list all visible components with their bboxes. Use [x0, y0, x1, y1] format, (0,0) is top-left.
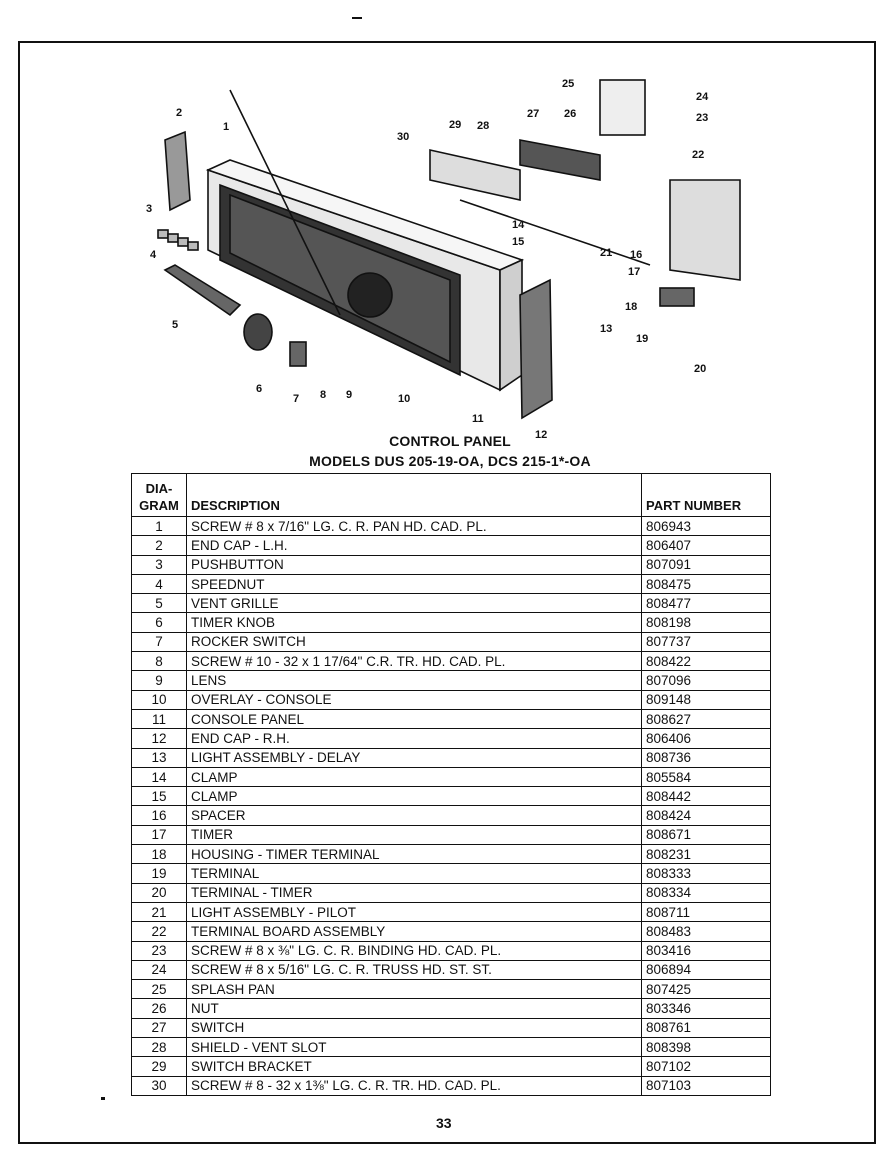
- diagram-number-cell: 12: [132, 729, 187, 748]
- callout-4: 4: [150, 249, 157, 261]
- table-row: [132, 787, 771, 806]
- part-number-cell: 806894: [642, 960, 771, 979]
- models-subtitle: MODELS DUS 205-19-OA, DCS 215-1*-OA: [309, 453, 591, 469]
- description-cell: TERMINAL - TIMER: [187, 883, 642, 902]
- exploded-parts-diagram: [130, 70, 770, 445]
- part-number-cell: 808198: [642, 613, 771, 632]
- callout-7: 7: [293, 393, 300, 405]
- description-cell: CLAMP: [187, 787, 642, 806]
- callout-29: 29: [449, 119, 462, 131]
- diagram-number-cell: 15: [132, 787, 187, 806]
- description-cell: SPACER: [187, 806, 642, 825]
- page-number: 33: [436, 1115, 452, 1131]
- part-number-cell: 807425: [642, 980, 771, 999]
- part-number-cell: 807737: [642, 632, 771, 651]
- part-number-cell: 808627: [642, 709, 771, 728]
- table-row: [132, 748, 771, 767]
- part-number-cell: 808424: [642, 806, 771, 825]
- table-row: [132, 574, 771, 593]
- description-cell: CONSOLE PANEL: [187, 709, 642, 728]
- callout-28: 28: [477, 120, 490, 132]
- table-row: [132, 613, 771, 632]
- callout-9: 9: [346, 389, 353, 401]
- callout-15: 15: [512, 236, 525, 248]
- description-cell: TIMER: [187, 825, 642, 844]
- table-row: [132, 536, 771, 555]
- callout-26: 26: [564, 108, 577, 120]
- table-row: [132, 922, 771, 941]
- diagram-number-cell: 18: [132, 845, 187, 864]
- table-row: [132, 845, 771, 864]
- part-number-cell: 808477: [642, 594, 771, 613]
- description-cell: HOUSING - TIMER TERMINAL: [187, 845, 642, 864]
- pushbutton-group: [158, 230, 198, 250]
- end-cap-rh-shape: [520, 280, 552, 418]
- diagram-number-cell: 8: [132, 652, 187, 671]
- table-row: [132, 517, 771, 536]
- part-number-cell: 808334: [642, 883, 771, 902]
- callout-20: 20: [694, 363, 707, 375]
- table-row: [132, 1038, 771, 1057]
- diagram-number-cell: 28: [132, 1038, 187, 1057]
- table-row: [132, 1018, 771, 1037]
- diagram-number-cell: 13: [132, 748, 187, 767]
- diagram-number-cell: 5: [132, 594, 187, 613]
- part-number-cell: 808398: [642, 1038, 771, 1057]
- part-number-cell: 808475: [642, 574, 771, 593]
- description-cell: END CAP - R.H.: [187, 729, 642, 748]
- diagram-number-cell: 11: [132, 709, 187, 728]
- part-number-cell: 808671: [642, 825, 771, 844]
- description-cell: LIGHT ASSEMBLY - DELAY: [187, 748, 642, 767]
- console-right-face: [500, 260, 522, 390]
- part-number-cell: 807096: [642, 671, 771, 690]
- table-row: [132, 806, 771, 825]
- switch-bracket-shape: [430, 150, 520, 200]
- description-cell: SWITCH: [187, 1018, 642, 1037]
- table-row: [132, 594, 771, 613]
- callout-27: 27: [527, 108, 540, 120]
- description-cell: SCREW # 8 - 32 x 1⅜" LG. C. R. TR. HD. CAD. PL.: [187, 1076, 642, 1095]
- header-part-number: PART NUMBER: [642, 474, 771, 517]
- callout-24: 24: [696, 91, 709, 103]
- diagram-number-cell: 3: [132, 555, 187, 574]
- header-diagram: [132, 474, 187, 517]
- part-number-cell: 808711: [642, 902, 771, 921]
- diagram-number-cell: 9: [132, 671, 187, 690]
- part-number-cell: 803416: [642, 941, 771, 960]
- parts-table: [131, 473, 771, 1096]
- switch-shape: [520, 140, 600, 180]
- description-cell: TERMINAL: [187, 864, 642, 883]
- scan-speck: [101, 1097, 105, 1100]
- vent-grille-shape: [165, 265, 240, 315]
- scan-mark: [352, 17, 362, 19]
- parts-table-body: [132, 517, 771, 1096]
- callout-2: 2: [176, 107, 183, 119]
- callout-10: 10: [398, 393, 411, 405]
- description-cell: SWITCH BRACKET: [187, 1057, 642, 1076]
- diagram-number-cell: 24: [132, 960, 187, 979]
- part-number-cell: 808483: [642, 922, 771, 941]
- table-row: [132, 1076, 771, 1095]
- table-row: [132, 709, 771, 728]
- part-number-cell: 808442: [642, 787, 771, 806]
- part-number-cell: 808231: [642, 845, 771, 864]
- part-number-cell: 808761: [642, 1018, 771, 1037]
- table-row: [132, 632, 771, 651]
- description-cell: LIGHT ASSEMBLY - PILOT: [187, 902, 642, 921]
- description-cell: SHIELD - VENT SLOT: [187, 1038, 642, 1057]
- timer-shape: [670, 180, 740, 280]
- callout-14: 14: [512, 219, 525, 231]
- timer-knob-shape: [244, 314, 272, 350]
- table-row: [132, 883, 771, 902]
- part-number-cell: 807102: [642, 1057, 771, 1076]
- table-row: [132, 1057, 771, 1076]
- part-number-cell: 806407: [642, 536, 771, 555]
- table-row: [132, 980, 771, 999]
- table-row: [132, 999, 771, 1018]
- description-cell: TERMINAL BOARD ASSEMBLY: [187, 922, 642, 941]
- callout-13: 13: [600, 323, 613, 335]
- part-number-cell: 807103: [642, 1076, 771, 1095]
- callout-12: 12: [535, 429, 548, 441]
- diagram-number-cell: 2: [132, 536, 187, 555]
- part-number-cell: 809148: [642, 690, 771, 709]
- part-number-cell: 808422: [642, 652, 771, 671]
- diagram-number-cell: 14: [132, 767, 187, 786]
- callout-22: 22: [692, 149, 705, 161]
- table-row: [132, 767, 771, 786]
- diagram-number-cell: 29: [132, 1057, 187, 1076]
- part-number-cell: 806943: [642, 517, 771, 536]
- header-diagram-line1: DIA-: [145, 481, 173, 496]
- callout-17: 17: [628, 266, 641, 278]
- table-row: [132, 671, 771, 690]
- part-number-cell: 803346: [642, 999, 771, 1018]
- table-row: [132, 941, 771, 960]
- description-cell: SCREW # 10 - 32 x 1 17/64" C.R. TR. HD. CAD. PL.: [187, 652, 642, 671]
- diagram-number-cell: 1: [132, 517, 187, 536]
- callout-18: 18: [625, 301, 638, 313]
- table-row: [132, 652, 771, 671]
- diagram-number-cell: 10: [132, 690, 187, 709]
- callout-5: 5: [172, 319, 179, 331]
- callout-6: 6: [256, 383, 263, 395]
- table-header-row: [132, 474, 771, 517]
- description-cell: OVERLAY - CONSOLE: [187, 690, 642, 709]
- callout-19: 19: [636, 333, 649, 345]
- diagram-number-cell: 4: [132, 574, 187, 593]
- diagram-title: CONTROL PANEL: [389, 433, 511, 449]
- table-row: [132, 960, 771, 979]
- part-number-cell: 808333: [642, 864, 771, 883]
- diagram-number-cell: 17: [132, 825, 187, 844]
- callout-11: 11: [472, 413, 484, 425]
- diagram-number-cell: 26: [132, 999, 187, 1018]
- description-cell: END CAP - L.H.: [187, 536, 642, 555]
- diagram-number-cell: 21: [132, 902, 187, 921]
- part-number-cell: 805584: [642, 767, 771, 786]
- diagram-number-cell: 23: [132, 941, 187, 960]
- callout-8: 8: [320, 389, 327, 401]
- callout-3: 3: [146, 203, 153, 215]
- description-cell: PUSHBUTTON: [187, 555, 642, 574]
- diagram-number-cell: 6: [132, 613, 187, 632]
- part-number-cell: 808736: [642, 748, 771, 767]
- terminal-housing-shape: [660, 288, 694, 306]
- diagram-number-cell: 30: [132, 1076, 187, 1095]
- diagram-number-cell: 27: [132, 1018, 187, 1037]
- diagram-number-cell: 16: [132, 806, 187, 825]
- description-cell: TIMER KNOB: [187, 613, 642, 632]
- callout-25: 25: [562, 78, 575, 90]
- table-row: [132, 555, 771, 574]
- callout-30: 30: [397, 131, 410, 143]
- part-number-cell: 807091: [642, 555, 771, 574]
- description-cell: SPLASH PAN: [187, 980, 642, 999]
- description-cell: ROCKER SWITCH: [187, 632, 642, 651]
- description-cell: NUT: [187, 999, 642, 1018]
- table-row: [132, 690, 771, 709]
- callout-23: 23: [696, 112, 709, 124]
- description-cell: SCREW # 8 x 5/16" LG. C. R. TRUSS HD. ST. ST.: [187, 960, 642, 979]
- header-diagram-line2: GRAM: [139, 498, 179, 513]
- callout-16: 16: [630, 249, 643, 261]
- callout-1: 1: [223, 121, 230, 133]
- description-cell: VENT GRILLE: [187, 594, 642, 613]
- description-cell: CLAMP: [187, 767, 642, 786]
- overlay-dial: [348, 273, 392, 317]
- callout-21: 21: [600, 247, 613, 259]
- header-description: DESCRIPTION: [187, 474, 642, 517]
- table-row: [132, 864, 771, 883]
- table-row: [132, 902, 771, 921]
- end-cap-lh-shape: [165, 132, 190, 210]
- diagram-number-cell: 7: [132, 632, 187, 651]
- diagram-number-cell: 25: [132, 980, 187, 999]
- description-cell: SPEEDNUT: [187, 574, 642, 593]
- description-cell: LENS: [187, 671, 642, 690]
- description-cell: SCREW # 8 x ⅜" LG. C. R. BINDING HD. CAD. PL.: [187, 941, 642, 960]
- rocker-switch-shape: [290, 342, 306, 366]
- table-row: [132, 825, 771, 844]
- diagram-number-cell: 20: [132, 883, 187, 902]
- splash-pan-shape: [600, 80, 645, 135]
- diagram-number-cell: 22: [132, 922, 187, 941]
- part-number-cell: 806406: [642, 729, 771, 748]
- diagram-number-cell: 19: [132, 864, 187, 883]
- description-cell: SCREW # 8 x 7/16" LG. C. R. PAN HD. CAD. PL.: [187, 517, 642, 536]
- table-row: [132, 729, 771, 748]
